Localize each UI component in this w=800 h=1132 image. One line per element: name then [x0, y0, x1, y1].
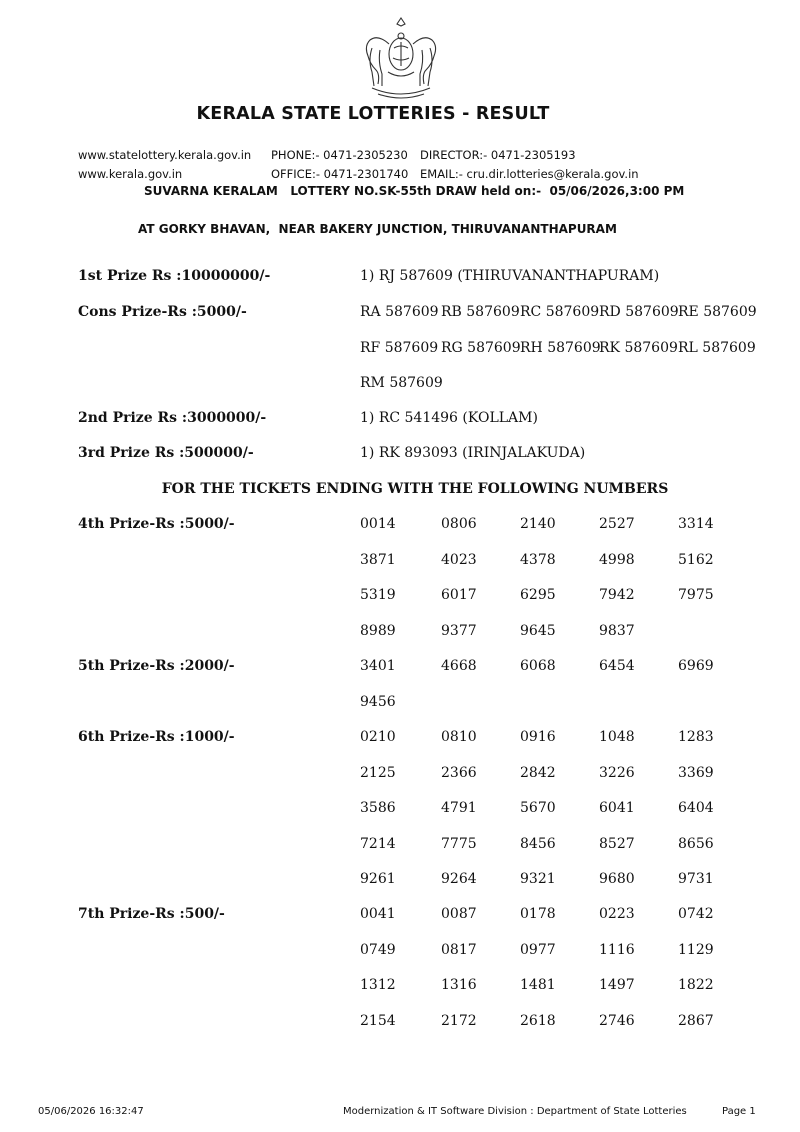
sixth-prize-number: 6041	[599, 800, 635, 816]
seventh-prize-number: 1481	[520, 977, 556, 993]
sixth-prize-number: 0210	[360, 729, 396, 745]
first-prize-label: 1st Prize Rs :10000000/-	[78, 268, 271, 284]
seventh-prize-number: 0742	[678, 906, 714, 922]
seventh-prize-number: 0178	[520, 906, 556, 922]
seventh-prize-number: 1497	[599, 977, 635, 993]
fourth-prize-number: 6017	[441, 587, 477, 603]
seventh-prize-number: 1116	[599, 941, 635, 958]
fourth-prize-number: 2527	[599, 516, 635, 532]
sixth-prize-number: 9321	[520, 871, 556, 887]
sixth-prize-number: 1048	[599, 729, 635, 745]
cons-ticket-number: RF 587609	[360, 339, 439, 356]
sixth-prize-number: 3226	[599, 764, 635, 781]
fourth-prize-number: 6295	[520, 587, 556, 603]
cons-ticket-number: RK 587609	[599, 339, 678, 356]
sixth-prize-number: 8456	[520, 835, 556, 852]
sixth-prize-number: 8656	[678, 835, 714, 852]
fourth-prize-number: 3314	[678, 516, 714, 532]
seventh-prize-number: 1316	[441, 977, 477, 993]
fourth-prize-number: 5162	[678, 551, 714, 568]
fourth-prize-number: 9377	[441, 622, 477, 639]
fifth-prize-number: 4668	[441, 658, 477, 674]
fourth-prize-number: 0806	[441, 516, 477, 532]
cons-ticket-number: RH 587609	[520, 339, 601, 356]
sixth-prize-number: 3369	[678, 764, 714, 781]
fifth-prize-number: 3401	[360, 658, 396, 674]
seventh-prize-number: 2172	[441, 1012, 477, 1029]
fifth-prize-number: 9456	[360, 693, 396, 710]
seventh-prize-number: 1822	[678, 977, 714, 993]
website-link-kerala[interactable]: www.kerala.gov.in	[78, 167, 183, 181]
fourth-prize-label: 4th Prize-Rs :5000/-	[78, 516, 235, 532]
cons-ticket-number: RM 587609	[360, 375, 443, 391]
page-title: KERALA STATE LOTTERIES - RESULT	[196, 104, 550, 124]
seventh-prize-number: 0749	[360, 941, 396, 958]
footer-division: Modernization & IT Software Division : Department of State Lotteries	[343, 1106, 687, 1117]
sixth-prize-number: 8527	[599, 835, 635, 852]
seventh-prize-number: 0223	[599, 906, 635, 922]
fifth-prize-number: 6454	[599, 658, 635, 674]
seventh-prize-number: 1129	[678, 941, 714, 958]
seventh-prize-number: 0041	[360, 906, 396, 922]
fourth-prize-number: 0014	[360, 516, 396, 532]
sixth-prize-label: 6th Prize-Rs :1000/-	[78, 729, 235, 745]
sixth-prize-number: 9731	[678, 871, 714, 887]
fifth-prize-number: 6969	[678, 658, 714, 674]
footer-page-number: Page 1	[722, 1106, 756, 1117]
sixth-prize-number: 9261	[360, 871, 396, 887]
email-address[interactable]: EMAIL:- cru.dir.lotteries@kerala.gov.in	[420, 167, 639, 181]
sixth-prize-number: 2842	[520, 764, 556, 781]
seventh-prize-number: 2746	[599, 1012, 635, 1029]
fourth-prize-number: 7942	[599, 587, 635, 603]
fourth-prize-number: 5319	[360, 587, 396, 603]
cons-ticket-number: RB 587609	[441, 304, 520, 320]
sixth-prize-number: 7775	[441, 835, 477, 852]
fourth-prize-number: 9645	[520, 622, 556, 639]
fourth-prize-number: 9837	[599, 622, 635, 639]
cons-ticket-number: RG 587609	[441, 339, 521, 356]
seventh-prize-label: 7th Prize-Rs :500/-	[78, 906, 225, 922]
draw-details: SUVARNA KERALAM LOTTERY NO.SK-55th DRAW held on:- 05/06/2026,3:00 PM	[144, 184, 685, 198]
seventh-prize-number: 2154	[360, 1012, 396, 1029]
fourth-prize-number: 2140	[520, 516, 556, 532]
fifth-prize-label: 5th Prize-Rs :2000/-	[78, 658, 235, 674]
sixth-prize-number: 2366	[441, 764, 477, 781]
first-prize-winner: 1) RJ 587609 (THIRUVANANTHAPURAM)	[360, 268, 660, 284]
kerala-state-emblem	[358, 14, 444, 100]
fourth-prize-number: 8989	[360, 622, 396, 639]
seventh-prize-number: 2867	[678, 1012, 714, 1029]
cons-ticket-number: RE 587609	[678, 304, 757, 320]
phone-number: PHONE:- 0471-2305230	[271, 148, 408, 162]
draw-venue: AT GORKY BHAVAN, NEAR BAKERY JUNCTION, THIRUVANANTHAPURAM	[138, 222, 617, 236]
sixth-prize-number: 4791	[441, 800, 477, 816]
seventh-prize-number: 1312	[360, 977, 396, 993]
fourth-prize-number: 4998	[599, 551, 635, 568]
fifth-prize-number: 6068	[520, 658, 556, 674]
seventh-prize-number: 0977	[520, 941, 556, 958]
cons-ticket-number: RA 587609	[360, 304, 439, 320]
sixth-prize-number: 9264	[441, 871, 477, 887]
third-prize-label: 3rd Prize Rs :500000/-	[78, 445, 254, 461]
cons-prize-label: Cons Prize-Rs :5000/-	[78, 304, 247, 320]
office-number: OFFICE:- 0471-2301740	[271, 167, 409, 181]
sixth-prize-number: 1283	[678, 729, 714, 745]
sixth-prize-number: 0916	[520, 729, 556, 745]
sixth-prize-number: 3586	[360, 800, 396, 816]
fourth-prize-number: 3871	[360, 551, 396, 568]
second-prize-label: 2nd Prize Rs :3000000/-	[78, 410, 267, 426]
fourth-prize-number: 4378	[520, 551, 556, 568]
cons-ticket-number: RD 587609	[599, 304, 679, 320]
sixth-prize-number: 6404	[678, 800, 714, 816]
second-prize-winner: 1) RC 541496 (KOLLAM)	[360, 410, 538, 426]
fourth-prize-number: 4023	[441, 551, 477, 568]
footer-timestamp: 05/06/2026 16:32:47	[38, 1106, 144, 1117]
cons-ticket-number: RC 587609	[520, 304, 600, 320]
seventh-prize-number: 0087	[441, 906, 477, 922]
seventh-prize-number: 2618	[520, 1012, 556, 1029]
cons-ticket-number: RL 587609	[678, 339, 756, 356]
sixth-prize-number: 9680	[599, 871, 635, 887]
website-link-statelottery[interactable]: www.statelottery.kerala.gov.in	[78, 148, 252, 162]
sixth-prize-number: 7214	[360, 835, 396, 852]
seventh-prize-number: 0817	[441, 941, 477, 958]
director-number: DIRECTOR:- 0471-2305193	[420, 148, 576, 162]
sixth-prize-number: 0810	[441, 729, 477, 745]
ending-numbers-heading: FOR THE TICKETS ENDING WITH THE FOLLOWING NUMBERS	[161, 481, 669, 497]
fourth-prize-number: 7975	[678, 587, 714, 603]
sixth-prize-number: 5670	[520, 800, 556, 816]
third-prize-winner: 1) RK 893093 (IRINJALAKUDA)	[360, 445, 586, 461]
sixth-prize-number: 2125	[360, 764, 396, 781]
